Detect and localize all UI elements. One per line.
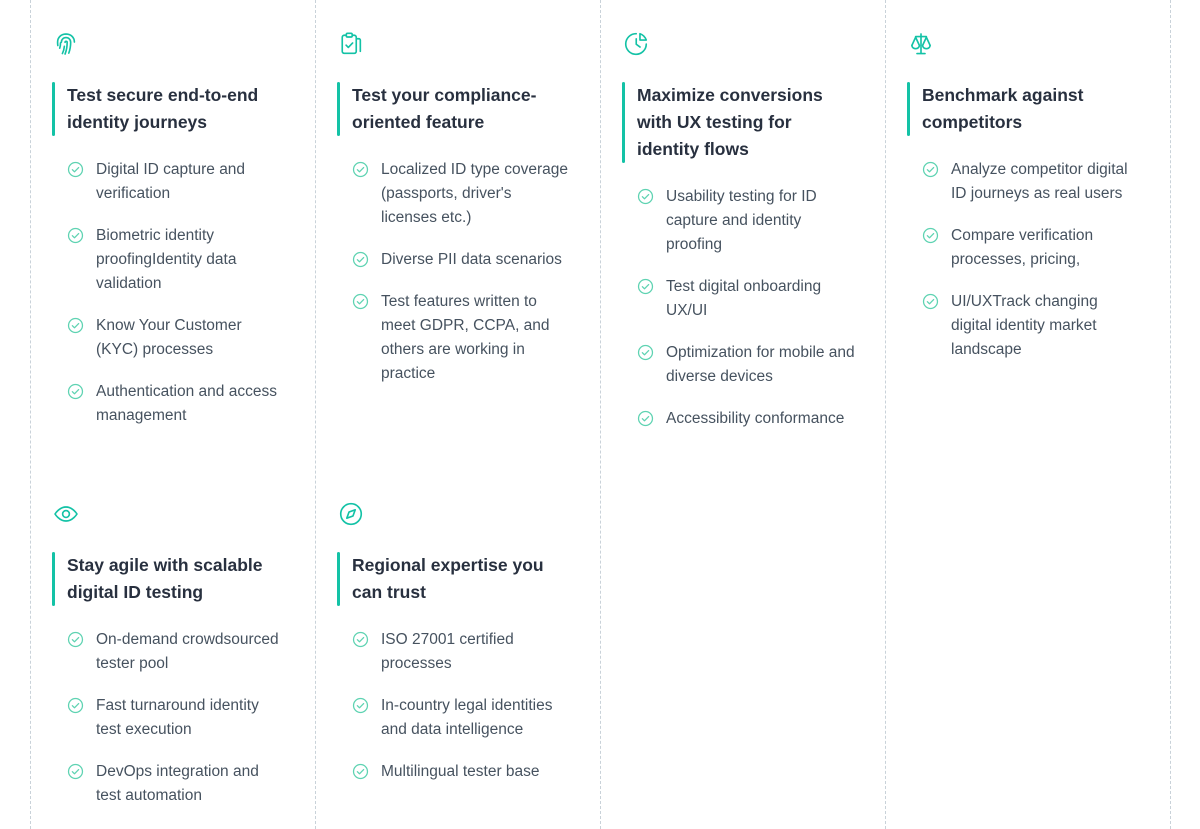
list-item-text: Accessibility conformance [666, 410, 845, 427]
feature-list [52, 628, 285, 808]
check-circle-icon [67, 383, 84, 400]
list-item [67, 380, 285, 428]
list-item [352, 248, 570, 272]
list-item [922, 290, 1140, 362]
card-title [622, 82, 855, 163]
card-title-text: Benchmark against competitors [922, 85, 1084, 132]
list-item-text: Localized ID type coverage (passports, driver's licenses etc.) [381, 161, 568, 226]
check-circle-icon [637, 344, 654, 361]
list-item [637, 185, 855, 257]
check-circle-icon [352, 763, 369, 780]
list-item [352, 694, 570, 742]
card-title [337, 552, 570, 606]
feature-list [622, 185, 855, 431]
check-circle-icon [352, 251, 369, 268]
column-divider [1170, 0, 1171, 829]
list-item [67, 314, 285, 362]
check-circle-icon [352, 161, 369, 178]
list-item [637, 341, 855, 389]
eye-icon [52, 500, 82, 530]
list-item-text: Test digital onboarding UX/UI [666, 278, 822, 319]
list-item [67, 760, 285, 808]
list-item [352, 158, 570, 230]
check-circle-icon [922, 161, 939, 178]
card-title-text: Maximize conversions with UX testing for identity flows [637, 85, 823, 159]
card-title-text: Test secure end-to-end identity journeys [67, 85, 259, 132]
list-item-text: Test features written to meet GDPR, CCPA, and others are working in practice [381, 293, 550, 382]
check-circle-icon [637, 278, 654, 295]
feature-list [337, 628, 570, 784]
list-item [922, 224, 1140, 272]
fingerprint-icon [52, 30, 82, 60]
feature-card-benchmark-against-competitors [885, 0, 1170, 470]
list-item-text: Optimization for mobile and diverse devices [666, 344, 855, 385]
feature-list [337, 158, 570, 386]
check-circle-icon [352, 631, 369, 648]
check-circle-icon [67, 631, 84, 648]
card-title [52, 82, 285, 136]
check-circle-icon [637, 410, 654, 427]
card-title-text: Stay agile with scalable digital ID testing [67, 555, 263, 602]
check-circle-icon [922, 293, 939, 310]
list-item [922, 158, 1140, 206]
check-circle-icon [67, 317, 84, 334]
clipboard-check-icon [337, 30, 367, 60]
list-item-text: In-country legal identities and data intelligence [381, 697, 553, 738]
check-circle-icon [352, 293, 369, 310]
list-item [67, 158, 285, 206]
feature-card-scalable-digital-id-testing [30, 470, 315, 829]
list-item [637, 275, 855, 323]
list-item-text: UI/UXTrack changing digital identity market landscape [951, 293, 1098, 358]
check-circle-icon [67, 763, 84, 780]
list-item [67, 224, 285, 296]
pie-chart-icon [622, 30, 652, 60]
card-title-text: Test your compliance-oriented feature [352, 85, 537, 132]
feature-card-maximize-conversions-ux [600, 0, 885, 470]
check-circle-icon [922, 227, 939, 244]
list-item-text: Digital ID capture and verification [96, 161, 246, 202]
list-item [637, 407, 855, 431]
scales-icon [907, 30, 937, 60]
title-accent-bar [907, 82, 910, 136]
list-item-text: Analyze competitor digital ID journeys as real users [951, 161, 1128, 202]
title-accent-bar [52, 82, 55, 136]
list-item-text: Biometric identity proofingIdentity data validation [96, 227, 237, 292]
title-accent-bar [337, 552, 340, 606]
list-item [352, 760, 570, 784]
check-circle-icon [67, 161, 84, 178]
list-item-text: DevOps integration and test automation [96, 763, 259, 804]
list-item [67, 628, 285, 676]
title-accent-bar [337, 82, 340, 136]
check-circle-icon [352, 697, 369, 714]
feature-card-compliance-oriented-feature [315, 0, 600, 470]
card-title [52, 552, 285, 606]
feature-list [907, 158, 1140, 362]
check-circle-icon [637, 188, 654, 205]
list-item-text: Compare verification processes, pricing, [951, 227, 1094, 268]
list-item [352, 628, 570, 676]
feature-card-regional-expertise [315, 470, 600, 829]
card-title [337, 82, 570, 136]
check-circle-icon [67, 697, 84, 714]
feature-list [52, 158, 285, 428]
list-item-text: ISO 27001 certified processes [381, 631, 514, 672]
check-circle-icon [67, 227, 84, 244]
list-item-text: Authentication and access management [96, 383, 277, 424]
list-item-text: On-demand crowdsourced tester pool [96, 631, 279, 672]
globe-compass-icon [337, 500, 367, 530]
title-accent-bar [52, 552, 55, 606]
list-item-text: Know Your Customer (KYC) processes [96, 317, 242, 358]
card-title [907, 82, 1140, 136]
list-item-text: Usability testing for ID capture and identity proofing [666, 188, 817, 253]
list-item [67, 694, 285, 742]
list-item-text: Multilingual tester base [381, 763, 540, 780]
list-item [352, 290, 570, 386]
card-title-text: Regional expertise you can trust [352, 555, 544, 602]
list-item-text: Fast turnaround identity test execution [96, 697, 259, 738]
list-item-text: Diverse PII data scenarios [381, 251, 562, 268]
title-accent-bar [622, 82, 625, 163]
feature-card-secure-identity-journeys [30, 0, 315, 470]
